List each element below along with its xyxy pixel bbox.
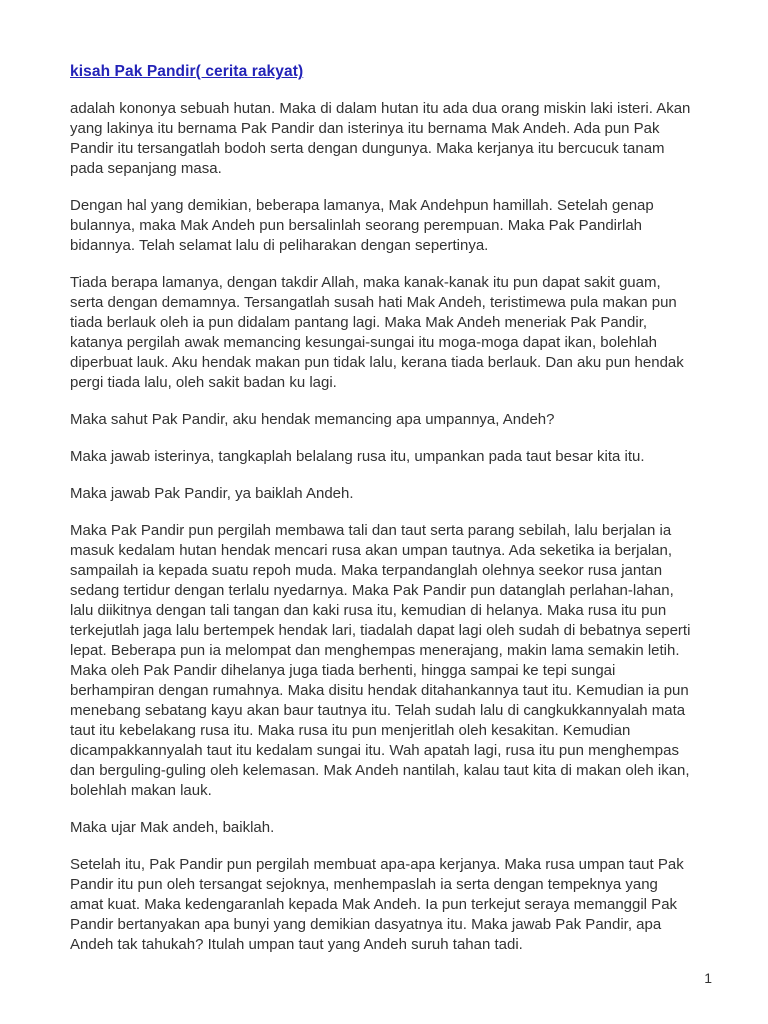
paragraph [70, 196, 718, 256]
text-line: serta dengan demamnya. Tersangatlah susah hati Mak Andeh, teristimewa pula makan pun [70, 294, 677, 311]
text-line: Tiada berapa lamanya, dengan takdir Allah, maka kanak-kanak itu pun dapat sakit guam, [70, 274, 661, 291]
text-line: masuk kedalam hutan hendak mencari rusa akan umpan tautnya. Ada seketika ia berjalan, [70, 542, 673, 559]
paragraph [70, 99, 718, 179]
text-line: adalah kononya sebuah hutan. Maka di dalam hutan itu ada dua orang miskin laki isteri. Akan [70, 100, 691, 117]
document-body [70, 99, 718, 955]
text-line: lalu diikitnya dengan tali tangan dan kaki rusa itu, kemudian di helanya. Maka rusa itu pun [70, 602, 667, 619]
text-line: dicampakkannyalah taut itu kedalam sungai itu. Wah apatah lagi, rusa itu pun menghempas [70, 742, 679, 759]
paragraph [70, 484, 718, 504]
paragraph [70, 273, 718, 393]
text-line: Maka jawab Pak Pandir, ya baiklah Andeh. [70, 485, 354, 502]
text-line: bidannya. Telah selamat lalu di peliharakan dengan sepertinya. [70, 237, 489, 254]
text-line: pergi tiada lalu, oleh sakit badan ku lagi. [70, 374, 337, 391]
paragraph [70, 818, 718, 838]
text-line: Dengan hal yang demikian, beberapa lamanya, Mak Andehpun hamillah. Setelah genap [70, 197, 654, 214]
text-line: berhampiran dengan rumahnya. Maka disitu hendak ditahankannya taut itu. Kemudian ia pun [70, 682, 689, 699]
text-line: lepat. Beberapa pun ia melompat dan menghempas menerajang, makin lama semakin letih. [70, 642, 680, 659]
text-line: taut itu kebelakang rusa itu. Maka rusa itu pun menjeritlah oleh kesakitan. Kemudian [70, 722, 631, 739]
text-line: Andeh tak tahukah? Itulah umpan taut yang Andeh suruh tahan tadi. [70, 936, 523, 953]
text-line: sampailah ia kepada suatu repoh muda. Maka terpandanglah olehnya seekor rusa jantan [70, 562, 663, 579]
document-content [70, 62, 718, 955]
text-line: Pandir bertanyakan apa bunyi yang demikian dasyatnya itu. Maka jawab Pak Pandir, apa [70, 916, 662, 933]
text-line: Maka jawab isterinya, tangkaplah belalang rusa itu, umpankan pada taut besar kita itu. [70, 448, 645, 465]
paragraph [70, 521, 718, 801]
text-line: dan berguling-guling oleh kelemasan. Mak Andeh nantilah, kalau taut kita di makan oleh ikan, [70, 762, 690, 779]
document-title-link[interactable]: kisah Pak Pandir( cerita rakyat) [70, 63, 304, 80]
text-line: yang lakinya itu bernama Pak Pandir dan isterinya itu bernama Mak Andeh. Ada pun Pak [70, 120, 660, 137]
text-line: katanya pergilah awak memancing kesungai-sungai itu moga-moga dapat ikan, bolehlah [70, 334, 658, 351]
text-line: Pandir itu pun oleh tersangat sejoknya, menhempaslah ia serta dengan tempeknya yang [70, 876, 658, 893]
text-line: sedang tertidur dengan terlalu nyedarnya. Maka Pak Pandir pun datanglah perlahan-lahan, [70, 582, 674, 599]
text-line: amat kuat. Maka kedengaranlah kepada Mak Andeh. Ia pun terkejut seraya memanggil Pak [70, 896, 678, 913]
text-line: terkejutlah jaga lalu bertempek hendak lari, tiadalah dapat lagi oleh sudah di bebatnya seperti [70, 622, 691, 639]
text-line: Maka Pak Pandir pun pergilah membawa tali dan taut serta parang sebilah, lalu berjalan ia [70, 522, 672, 539]
text-line: Pandir itu tersangatlah bodoh serta dengan dungunya. Maka kerjanya itu bercucuk tanam [70, 140, 665, 157]
text-line: Maka ujar Mak andeh, baiklah. [70, 819, 275, 836]
text-line: diperbuat lauk. Aku hendak makan pun tidak lalu, kerana tiada berlauk. Dan aku pun hendak [70, 354, 684, 371]
text-line: tiada berlauk oleh ia pun didalam pantang lagi. Maka Mak Andeh meneriak Pak Pandir, [70, 314, 648, 331]
text-line: pada sepanjang masa. [70, 160, 222, 177]
text-line: Maka sahut Pak Pandir, aku hendak memancing apa umpannya, Andeh? [70, 411, 555, 428]
text-line: bolehlah makan lauk. [70, 782, 212, 799]
text-line: menebang sebatang kayu akan baur tautnya itu. Telah sudah lalu di cangkukkannyalah mata [70, 702, 686, 719]
paragraph [70, 410, 718, 430]
text-line: bulannya, maka Mak Andeh pun bersalinlah seorang perempuan. Maka Pak Pandirlah [70, 217, 643, 234]
paragraph [70, 447, 718, 467]
paragraph [70, 855, 718, 955]
text-line: Maka oleh Pak Pandir dihelanya juga tiada berhenti, hingga sampai ke tepi sungai [70, 662, 616, 679]
page-number: 1 [704, 970, 712, 986]
text-line: Setelah itu, Pak Pandir pun pergilah membuat apa-apa kerjanya. Maka rusa umpan taut Pak [70, 856, 684, 873]
